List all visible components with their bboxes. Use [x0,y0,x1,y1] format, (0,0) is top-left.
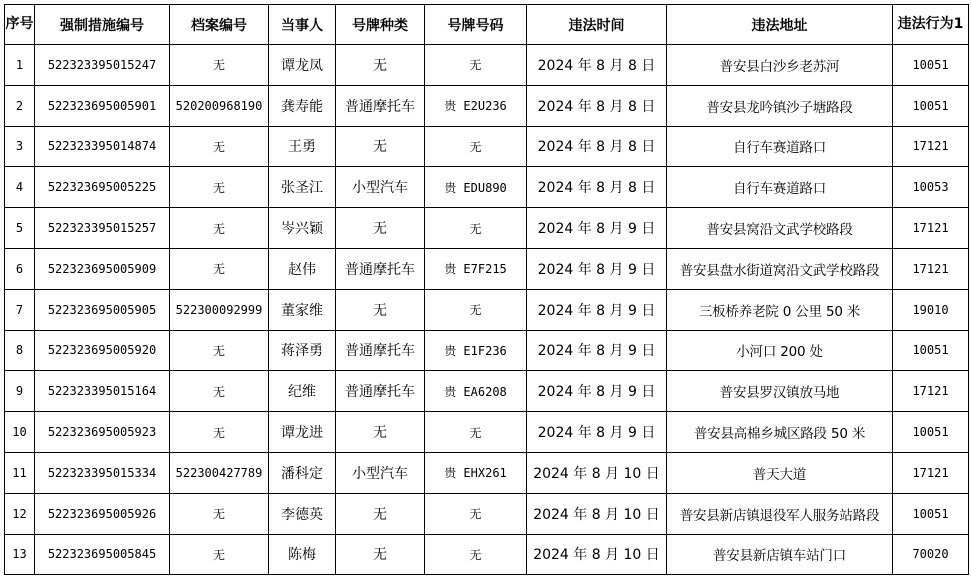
cell-violation-code: 10051 [893,45,969,86]
cell-measure-number: 522323395015247 [35,45,170,86]
cell-violation-code: 17121 [893,371,969,412]
cell-measure-number: 522323695005845 [35,534,170,575]
cell-file-number: 无 [170,248,269,289]
cell-violation-code: 10051 [893,412,969,453]
cell-plate-number: 贵 E1F236 [425,330,527,371]
cell-plate-number: 贵 E7F215 [425,248,527,289]
cell-violation-time: 2024 年 8 月 9 日 [527,330,667,371]
cell-index: 2 [5,85,35,126]
cell-violation-time: 2024 年 8 月 9 日 [527,412,667,453]
header-measure-number: 强制措施编号 [35,5,170,45]
cell-violation-code: 10053 [893,167,969,208]
header-party: 当事人 [269,5,336,45]
cell-party: 王勇 [269,126,336,167]
cell-plate-number: 贵 E2U236 [425,85,527,126]
cell-violation-time: 2024 年 8 月 8 日 [527,126,667,167]
cell-file-number: 522300427789 [170,452,269,493]
cell-violation-address: 普安县龙吟镇沙子塘路段 [667,85,893,126]
cell-measure-number: 522323395015334 [35,452,170,493]
cell-violation-time: 2024 年 8 月 10 日 [527,452,667,493]
cell-violation-time: 2024 年 8 月 9 日 [527,248,667,289]
cell-file-number: 无 [170,126,269,167]
cell-measure-number: 522323695005926 [35,493,170,534]
cell-index: 10 [5,412,35,453]
cell-violation-code: 10051 [893,85,969,126]
header-row [5,5,969,45]
cell-violation-time: 2024 年 8 月 8 日 [527,167,667,208]
cell-index: 9 [5,371,35,412]
violation-records-table [4,4,969,575]
cell-plate-number: 无 [425,289,527,330]
cell-plate-number: 贵 EHX261 [425,452,527,493]
cell-file-number: 522300092999 [170,289,269,330]
cell-file-number: 无 [170,167,269,208]
cell-party: 谭龙进 [269,412,336,453]
cell-file-number: 无 [170,534,269,575]
cell-plate-type: 普通摩托车 [336,85,425,126]
table-row [5,126,969,167]
cell-violation-code: 17121 [893,208,969,249]
cell-violation-time: 2024 年 8 月 10 日 [527,534,667,575]
table-row [5,371,969,412]
cell-file-number: 无 [170,208,269,249]
cell-plate-type: 普通摩托车 [336,371,425,412]
table-row [5,493,969,534]
cell-measure-number: 522323395015257 [35,208,170,249]
cell-violation-time: 2024 年 8 月 10 日 [527,493,667,534]
cell-plate-number: 无 [425,493,527,534]
cell-plate-type: 无 [336,289,425,330]
cell-file-number: 无 [170,371,269,412]
cell-violation-address: 普安县盘水街道窝沿文武学校路段 [667,248,893,289]
cell-plate-number: 贵 EA6208 [425,371,527,412]
cell-violation-time: 2024 年 8 月 9 日 [527,371,667,412]
cell-violation-address: 普天大道 [667,452,893,493]
cell-measure-number: 522323695005901 [35,85,170,126]
cell-plate-type: 普通摩托车 [336,248,425,289]
cell-violation-code: 17121 [893,126,969,167]
table-row [5,330,969,371]
cell-measure-number: 522323695005905 [35,289,170,330]
cell-violation-code: 70020 [893,534,969,575]
cell-plate-number: 无 [425,126,527,167]
cell-violation-address: 自行车赛道路口 [667,167,893,208]
cell-violation-address: 自行车赛道路口 [667,126,893,167]
cell-file-number: 无 [170,493,269,534]
cell-party: 张圣江 [269,167,336,208]
cell-plate-number: 贵 EDU890 [425,167,527,208]
cell-file-number: 无 [170,45,269,86]
cell-index: 6 [5,248,35,289]
table-body [5,45,969,575]
cell-index: 11 [5,452,35,493]
cell-violation-address: 普安县新店镇车站门口 [667,534,893,575]
cell-file-number: 520200968190 [170,85,269,126]
cell-plate-type: 无 [336,208,425,249]
cell-plate-type: 小型汽车 [336,452,425,493]
cell-violation-time: 2024 年 8 月 9 日 [527,208,667,249]
cell-measure-number: 522323695005225 [35,167,170,208]
cell-index: 13 [5,534,35,575]
cell-violation-address: 普安县新店镇退役军人服务站路段 [667,493,893,534]
header-violation-time: 违法时间 [527,5,667,45]
cell-index: 12 [5,493,35,534]
table-row [5,45,969,86]
cell-file-number: 无 [170,412,269,453]
header-violation-code: 违法行为1 [893,5,969,45]
cell-index: 5 [5,208,35,249]
header-index: 序号 [5,5,35,45]
cell-violation-time: 2024 年 8 月 8 日 [527,85,667,126]
cell-violation-address: 普安县高棉乡城区路段 50 米 [667,412,893,453]
cell-violation-address: 小河口 200 处 [667,330,893,371]
cell-party: 龚寿能 [269,85,336,126]
cell-violation-code: 17121 [893,248,969,289]
cell-measure-number: 522323395014874 [35,126,170,167]
cell-plate-type: 无 [336,412,425,453]
header-file-number: 档案编号 [170,5,269,45]
cell-plate-type: 小型汽车 [336,167,425,208]
table-row [5,167,969,208]
cell-index: 3 [5,126,35,167]
cell-violation-address: 三板桥养老院 0 公里 50 米 [667,289,893,330]
cell-file-number: 无 [170,330,269,371]
cell-plate-number: 无 [425,45,527,86]
cell-index: 4 [5,167,35,208]
cell-violation-time: 2024 年 8 月 8 日 [527,45,667,86]
header-plate-number: 号牌号码 [425,5,527,45]
cell-party: 陈梅 [269,534,336,575]
cell-violation-code: 10051 [893,330,969,371]
cell-party: 李德英 [269,493,336,534]
header-violation-address: 违法地址 [667,5,893,45]
cell-measure-number: 522323695005920 [35,330,170,371]
cell-violation-code: 17121 [893,452,969,493]
cell-plate-number: 无 [425,534,527,575]
cell-violation-code: 10051 [893,493,969,534]
cell-violation-code: 19010 [893,289,969,330]
cell-violation-time: 2024 年 8 月 9 日 [527,289,667,330]
table-row [5,289,969,330]
cell-party: 岑兴颖 [269,208,336,249]
table-row [5,85,969,126]
table-row [5,412,969,453]
cell-plate-number: 无 [425,412,527,453]
cell-violation-address: 普安县窝沿文武学校路段 [667,208,893,249]
cell-party: 纪维 [269,371,336,412]
cell-party: 董家维 [269,289,336,330]
table-row [5,248,969,289]
cell-measure-number: 522323695005909 [35,248,170,289]
cell-plate-type: 普通摩托车 [336,330,425,371]
cell-party: 谭龙凤 [269,45,336,86]
table-row [5,452,969,493]
cell-measure-number: 522323395015164 [35,371,170,412]
cell-index: 8 [5,330,35,371]
cell-violation-address: 普安县白沙乡老苏河 [667,45,893,86]
cell-index: 1 [5,45,35,86]
cell-plate-number: 无 [425,208,527,249]
cell-party: 赵伟 [269,248,336,289]
header-plate-type: 号牌种类 [336,5,425,45]
cell-party: 蒋泽勇 [269,330,336,371]
cell-party: 潘科定 [269,452,336,493]
table-row [5,208,969,249]
cell-plate-type: 无 [336,534,425,575]
cell-plate-type: 无 [336,493,425,534]
cell-plate-type: 无 [336,45,425,86]
cell-index: 7 [5,289,35,330]
table-row [5,534,969,575]
cell-measure-number: 522323695005923 [35,412,170,453]
cell-plate-type: 无 [336,126,425,167]
cell-violation-address: 普安县罗汉镇放马地 [667,371,893,412]
